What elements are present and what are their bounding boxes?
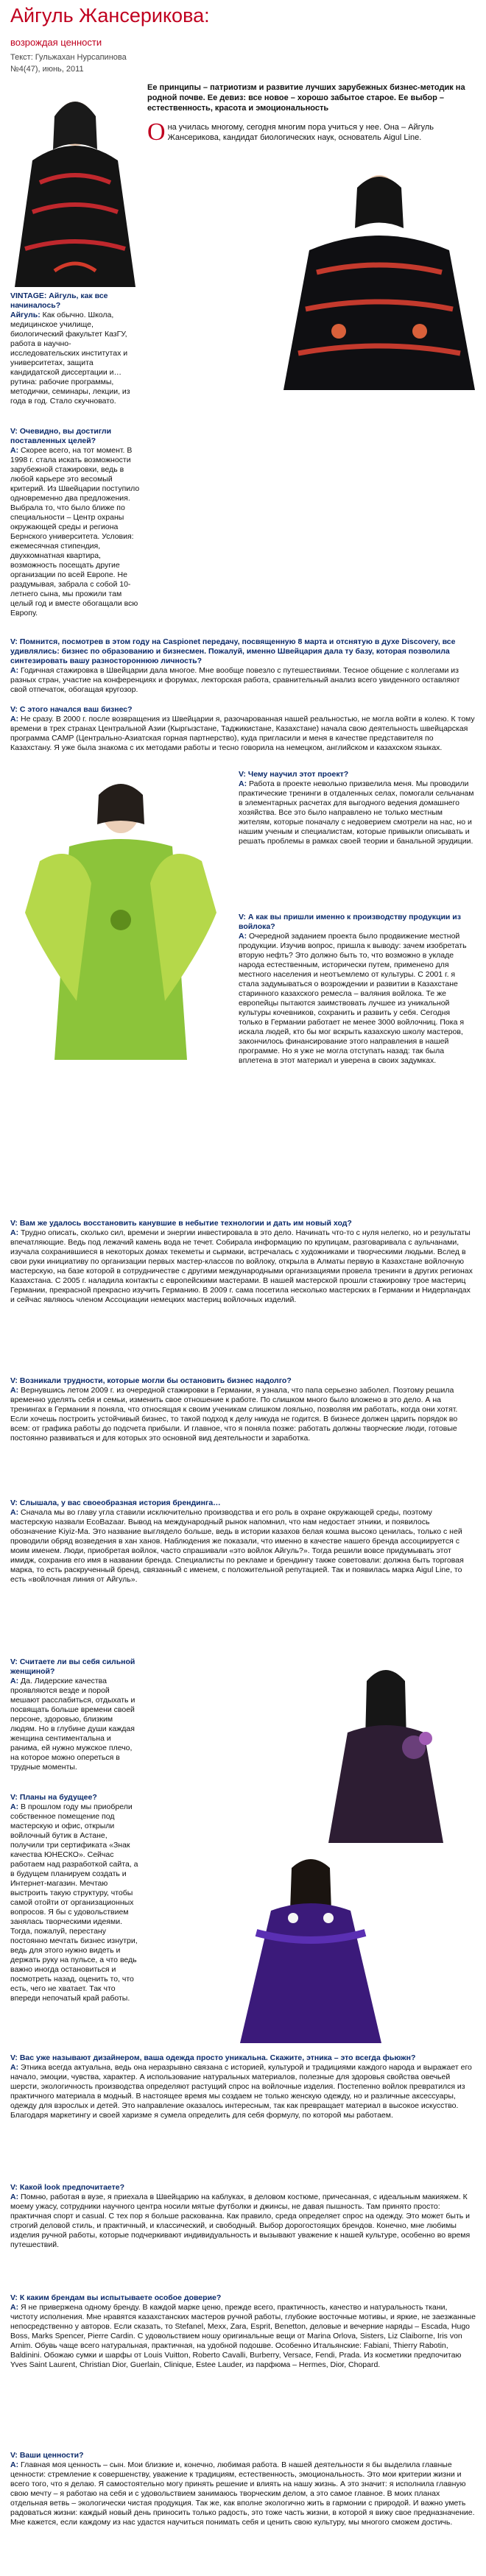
- answer-speaker: Айгуль:: [10, 311, 40, 319]
- question-text: V: С этого начался ваш бизнес?: [10, 705, 133, 714]
- answer-speaker: А:: [239, 932, 247, 941]
- question-text: V: Чему научил этот проект?: [239, 770, 349, 779]
- qa-item: [10, 2053, 476, 2120]
- qa-item: [10, 1793, 140, 2003]
- question-text: V: Помнится, посмотрев в этом году на Caspionet передачу, посвященную 8 марта и отснятую в духе Discovery, все удивлялись: бизнес по образованию и бизнесмен. Пожалуй, именно Швейцария дала ту базу, которая позволила синтезировать вашу разностороннюю личность?: [10, 637, 456, 665]
- question-text: V: Вас уже называют дизайнером, ваша одежда просто уникальна. Скажите, этника – это всегда фьюжн?: [10, 2053, 416, 2062]
- lead-paragraph: Ее принципы – патриотизм и развитие лучших зарубежных бизнес-методик на родной почве. Ее девиз: все новое – хорошо забытое старое. Ее выбор – естественность, красота и эмоциональность: [147, 83, 465, 113]
- answer-text: Главная моя ценность – сын. Мои близкие и, конечно, любимая работа. В нашей деятельности я бы выделила главные ценности: стремление к совершенству, уважение к традициям, естественность, эмоциональность. Это мои критерии жизни и всего того, что я делаю. Я самостоятельно могу принять решение и влиять на нашу жизнь. А это значит: я исполнила главную свою мечту – я работаю на себя и с удовольствием занимаюсь творческим делом, а это самое главное. В моих планах отдельная ветвь – экологически чистая продукция. Так же, как вполне экологично жить в гармонии с природой. И важно уметь радоваться жизни: каждый новый день приносить только радость, это тоже часть жизни, в которой я вижу свое предназначение. Мне кажется, если каждому из нас удастся научиться понимать себя и ценить свою культуру, мы многого сможем достичь.: [10, 2460, 475, 2527]
- qa-item: [10, 637, 476, 695]
- question-text: V: Очевидно, вы достигли поставленных целей?: [10, 427, 112, 445]
- issue-line: №4(47), июнь, 2011: [10, 65, 84, 74]
- qa-item: [10, 291, 140, 406]
- answer-text: Годичная стажировка в Швейцарии дала многое. Мне вообще повезло с путешествиями. Тесное общение с коллегами из разных стран, участие на конференциях и форумах, лекторская работа, сравнительный анализ всего увиденного оставляют свой отпечаток, обогащая кругозор.: [10, 666, 460, 694]
- qa-item: [239, 770, 476, 846]
- article-subtitle: возрождая ценности: [10, 37, 102, 48]
- portrait-photo-embroidered-cape: [280, 147, 479, 390]
- answer-text: Скорее всего, на тот момент. В 1998 г. стала искать возможности зарубежной стажировки, ведь в любой карьере это весомый критерий. Из Швейцарии поступило одновременно два предложения. Выбрала то, что было ближе по специальности – Центр охраны окружающей среды и региона Бернского университета. Условия: ежемесячная стипендия, двухкомнатная квартира, возможность посещать другие организации по всей Европе. Не раздумывая, забрала с собой 10-летнего сына, мы прожили там целый год и вместе обогащали всю Европу.: [10, 446, 140, 618]
- question-text: V: Вам же удалось восстановить канувшие в небытие технологии и дать им новый ход?: [10, 1219, 352, 1228]
- qa-item: [10, 2183, 476, 2250]
- question-text: V: Ваши ценности?: [10, 2451, 84, 2460]
- answer-text: В прошлом году мы приобрели собственное помещение под мастерскую и офис, открыли войлочный бутик в Астане, получили три сертификата «Знак качества ЮНЕСКО». Сейчас работаем над разработкой сайта, а в будущем планируем создать и Интернет-магазин. Мечтаю выстроить такую структуру, чтобы самой отойти от организационных вопросов. Я бы с удовольствием занялась творческими идеями. Тогда, пожалуй, перестану постоянно мечтать бизнес изнутри, ведь для этого нужно видеть и держать руку на пульсе, а что ведь важно иногда остановиться и посмотреть назад, оценить то, что есть, чего не хватает. Так что впереди непочатый край работы.: [10, 1802, 138, 2003]
- answer-speaker: А:: [10, 2460, 19, 2469]
- answer-text: Очередной заданием проекта было продвижение местной продукции. Изучив вопрос, пришла к выводу: зачем изобретать вторую нефть? Это должно быть то, что возможно в укладе народа естественным, исторически путем, применено для местного населения и неотъемлемо от культуры. С 2001 г. я стала задумываться о возрождении и развитии в Казахстане старинного казахского ремесла – валяния войлока. Те же европейцы пытаются заимствовать лучшее из уникальной культуры кочевников, сохранить и развить у себя. Сегодня только в Германии работает не менее 3000 войлочниц. Пока я искала людей, кто бы мог вскрыть казахскую школу мастеров, закончилось финансирование этого направления в нашей программе. Но я уже не могла отступать назад: так была вплетена в этот материал и уверена в своих задумках.: [239, 932, 467, 1065]
- answer-text: Работа в проекте невольно призвелила меня. Мы проводили практические тренинги в отдаленных селах, помогали сельчанам в элементарных расчетах для выгодного ведения домашнего хозяйства. Все это было направлено не только местным жителям, которые поначалу с недоверием смотрели на нас, но и нашим ученым и специалистам, которые привыкли описывать и решать проблемы в рамках своей теории и банальной эрудиции.: [239, 779, 474, 846]
- qa-item: [10, 2293, 476, 2370]
- question-text: V: Планы на будущее?: [10, 1793, 97, 1802]
- answer-text: Да. Лидерские качества проявляются везде и порой мешают расслабиться, отдыхать и посвящать больше времени своей персоне, здоровью, близким людям. Но в глубине души каждая женщина сентиментальна и ранима, ей нужно мужское плечо, на которое можно опереться в трудные моменты.: [10, 1677, 135, 1772]
- answer-speaker: А:: [239, 779, 247, 788]
- question-text: V: Слышала, у вас своеобразная история брендинга…: [10, 1498, 221, 1507]
- answer-text: Сначала мы во главу угла ставили исключительно производства и его роль в охране окружающей среды, поэтому мастерскую назвали EcoBazaar. Вывод на международный рынок напомнил, что нам недостает этники, и появилось обозначение Kiyiz-Ma. Это название выглядело больше, ведь в истории казахов белая кошма высоко ценилась, только с ней проводили обряд возведения в хан ханов. Наблюдения же показали, что именно в качестве нашего бренда ассоциируется с моим именем. Люди, приобретая войлок, часто спрашивали «это войлок Айгуль?». Тогда решили вовсе придумывать этот имидж, сохранив его имя в названии бренда. Специалисты по рекламе и брендингу также советовали: должна быть торговая марка, то есть раскрученный бренд, связанный с именем, с положительной репутацией. Так и появилась марка Aigul Line, то есть «войлочная линия от Айгуль».: [10, 1508, 464, 1584]
- qa-item: [10, 1498, 476, 1585]
- answer-text: Этника всегда актуальна, ведь она неразрывно связана с историей, культурой и традициями каждого народа и выражает его начало, эмоции, чувства, характер. А использование натуральных материалов, полезные для здоровья свойства овечьей шерсти, экологичность производства определяют растущий спрос на войлочные изделия. Постепенно войлок превратился из практичного материала в модный. В настоящее время мы создаем не только женскую одежду, но и различные аксессуары, одежду для взрослых и детей. Это направление оказалось интересным, так как превращает материал в высокое искусство. Благодаря маркетингу и своей харизме я сумела определить для себя формулу, по которой мы работаем.: [10, 2063, 472, 2120]
- portrait-photo-green-dress: [10, 765, 231, 1060]
- qa-item: [10, 705, 476, 753]
- answer-speaker: А:: [10, 1677, 19, 1685]
- answer-text: Я не привержена одному бренду. В каждой марке ценю, прежде всего, практичность, качество и натуральность ткани, чистоту исполнения. Мне нравятся казахстанских мастеров ручной работы, глубокие восточные мотивы, и яркие, не заезжанные непосредственно у авторов. Если сказать, то Stefanel, Mexx, Zara, Esprit, Benetton, деловые и вечерние наряды – Escada, Hugo Boss, Marks Spencer, Pierre Cardin. С удовольствием ношу оригинальные вещи от Marina Orlova, Sisters, Liz Claiborne, Iris von Arnim. Обувь чаще всего натуральная, практичная, на удобной подошве. Особенно Итальянские: Fabiani, Thierry Rabotin, Baldinini. Обожаю сумки и шарфы от Louis Vuitton, Roberto Cavalli, Burberry, Versace, Fendi, Prada. Из косметики предпочитаю Yves Saint Laurent, Christian Dior, Guerlain, Clinique, Estee Lauder, из парфюма – Hermes, Dior, Chopard.: [10, 2303, 476, 2369]
- qa-item: [10, 1657, 140, 1772]
- portrait-photo-purple-dress: [146, 1852, 476, 2043]
- answer-speaker: А:: [10, 1802, 19, 1811]
- answer-speaker: А:: [10, 446, 19, 455]
- intro-text: на училась многому, сегодня многим пора учиться у нее. Она – Айгуль Жансерикова, кандидат биологических наук, основатель Aigul Line.: [167, 123, 434, 142]
- question-text: V: Считаете ли вы себя сильной женщиной?: [10, 1657, 135, 1676]
- answer-text: Вернувшись летом 2009 г. из очередной стажировки в Германии, я узнала, что папа серьезно заболел. Поэтому решила временно уделять себя и семьи, изменить свое отношение к работе. По слишком много было вложено в это дело. А на тренингах в Германии я поняла, что относящая к своим ученикам слишком лояльно, позволяя им работать, когда они хотят. Если хочешь построить устойчивый бизнес, то такой подход к делу никуда не годится. В бизнесе должен царить порядок во всем: от графика работы до подсчета прибыли. И главное, что я поняла позже: работать должны творческие люди, готовые постоянно развиваться и для которых это основной вид деятельности и заработка.: [10, 1386, 458, 1443]
- answer-speaker: А:: [10, 715, 19, 723]
- answer-text: Не сразу. В 2000 г. после возвращения из Швейцарии я, разочарованная нашей реальностью, не могла войти в колею. К тому времени в трех странах Центральной Азии (Кыргызстане, Таджикистане, Казахстане) начала свою деятельность швейцарская программа CAMP (Центрально-Азиатская горная партнерство), куда пригласили и меня в качестве представителя по Казахстану. Я уже была знакома с их методами работы и тесно говорила на немецком, английском и казахском языках.: [10, 715, 475, 752]
- dropcap: О: [147, 118, 166, 146]
- portrait-photo-black-cape: [10, 79, 140, 287]
- qa-item: [10, 2451, 476, 2527]
- answer-speaker: А:: [10, 1386, 19, 1395]
- question-text: V: Какой look предпочитаете?: [10, 2183, 125, 2192]
- portrait-photo-dark-dress: [296, 1652, 476, 1843]
- question-text: V: А как вы пришли именно к производству продукции из войлока?: [239, 913, 461, 931]
- answer-speaker: А:: [10, 2303, 19, 2312]
- author-line: Текст: Гульжахан Нурсапинова: [10, 53, 127, 62]
- qa-item: [10, 427, 140, 618]
- answer-text: Как обычно. Школа, медицинское училище, биологический факультет КазГУ, работа в научно-исследовательских институтах и университетах, защита кандидатской диссертации и… рутина: рабочие программы, методички, семинары, лекции, из года в год. Стало скучновато.: [10, 311, 130, 406]
- answer-speaker: А:: [10, 666, 19, 675]
- question-text: V: К каким брендам вы испытываете особое доверие?: [10, 2293, 222, 2302]
- qa-item: [10, 1219, 476, 1305]
- intro-paragraph: [147, 118, 471, 146]
- answer-speaker: А:: [10, 1228, 19, 1237]
- question-text: V: Возникали трудности, которые могли бы остановить бизнес надолго?: [10, 1376, 292, 1385]
- answer-speaker: А:: [10, 1508, 19, 1517]
- answer-speaker: А:: [10, 2063, 19, 2072]
- answer-text: Трудно описать, сколько сил, времени и энергии инвестировала в это дело. Начинать что-то с нуля нелегко, но и результаты впечатляющие. Ведь под лежачий камень вода не течет. Собирала информацию по крупицам, разговаривала с аульчанами, изучала сохранившиеся в некоторых домах текеметы и сырмаки, встречалась с художниками и творческими людьми. Вслед в свои руки инициативу по организации первых мастер-классов по войлоку, открыла в Алматы первую в Казахстане войлочную мастерскую, на базе которой в сотрудничестве с другими международными организациями провела тренинги в других регионах Казахстана. С 2005 г. наладила контакты с европейскими мастерами. В нашей мастерской прошли стажировку трое мастериц Германии, прекрасной прекрасно изучить Германию. В 2009 г. сама посетила несколько мастерских в Германии и Нидерландах и сейчас являюсь членом Ассоциации немецких мастериц войлочных изделий.: [10, 1228, 473, 1304]
- answer-speaker: А:: [10, 2193, 19, 2201]
- article-title: Айгуль Жансерикова:: [10, 4, 210, 26]
- qa-item: [239, 913, 476, 1066]
- question-text: VINTAGE: Айгуль, как все начиналось?: [10, 291, 108, 310]
- qa-item: [10, 1376, 476, 1443]
- answer-text: Помню, работая в вузе, я приехала в Швейцарию на каблуках, в деловом костюме, причесанная, с идеальным макияжем. К моему ужасу, сотрудники научного центра носили мятые футболки и джинсы, не давая пышность. Там принято просто: практичная спорт и casual. С тех пор я больше раскованна. Как правило, среда определяет спрос на одежду. Это может быть и строгий деловой стиль, и практичный, и классический, и свободный. Выбор дорогостоящих брендов. Конечно, мне любимы изделия ручной работы, которые подчеркивают индивидуальность и вызывают уважение к нашей культуре, особенно во время путешествий.: [10, 2193, 471, 2249]
